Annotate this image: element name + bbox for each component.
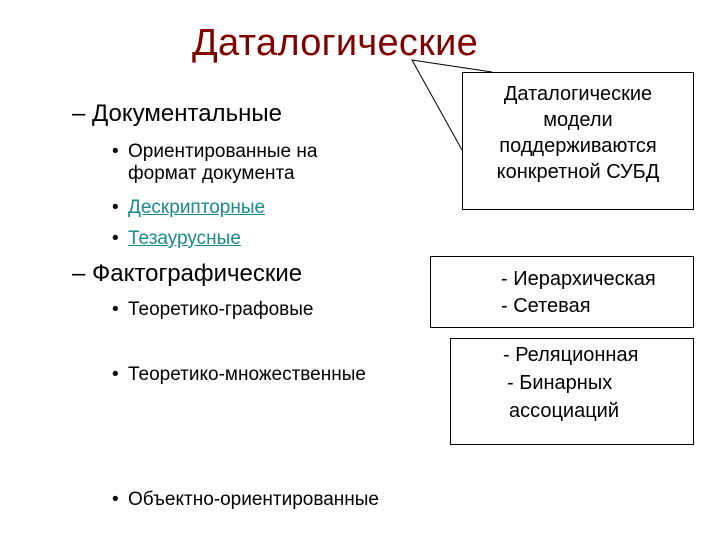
bullet-icon: • bbox=[112, 364, 119, 385]
list-item bbox=[112, 141, 318, 185]
bullet-icon: • bbox=[112, 299, 119, 320]
documentary-heading: – Документальные bbox=[72, 100, 282, 127]
list-item bbox=[112, 299, 314, 321]
callout-line: модели bbox=[543, 109, 613, 131]
thesaurus-link[interactable]: Тезаурусные bbox=[128, 228, 241, 249]
set-models-box bbox=[450, 338, 694, 445]
callout-line: конкретной СУБД bbox=[496, 161, 660, 183]
box-line: - Иерархическая bbox=[501, 268, 656, 290]
callout-box bbox=[462, 72, 694, 210]
bullet-icon: • bbox=[112, 141, 119, 162]
bullet-icon: • bbox=[112, 489, 119, 510]
list-item-line: формат документа bbox=[128, 163, 295, 184]
box-line: - Реляционная bbox=[503, 344, 639, 366]
box-line: - Сетевая bbox=[501, 295, 591, 317]
list-item-line: Ориентированные на bbox=[128, 141, 318, 162]
graph-models-box bbox=[430, 256, 694, 328]
callout-line: Даталогические bbox=[503, 83, 653, 105]
factographic-heading: – Фактографические bbox=[72, 260, 303, 287]
box-line: - Бинарных bbox=[507, 372, 613, 394]
list-item-label: Объектно-ориентированные bbox=[128, 489, 379, 510]
callout-line: поддерживаются bbox=[499, 135, 657, 157]
slide-title: Даталогические bbox=[192, 22, 479, 64]
bullet-icon: • bbox=[112, 228, 119, 249]
bullet-icon: • bbox=[112, 197, 119, 218]
descriptor-link[interactable]: Дескрипторные bbox=[128, 197, 266, 218]
list-item-label: Теоретико-множественные bbox=[128, 364, 366, 385]
list-item bbox=[112, 364, 366, 386]
list-item bbox=[112, 197, 266, 219]
list-item bbox=[112, 228, 241, 250]
callout-text bbox=[463, 81, 693, 185]
list-item-label: Теоретико-графовые bbox=[128, 299, 314, 320]
list-item bbox=[112, 489, 379, 511]
box-line: ассоциаций bbox=[509, 400, 620, 422]
